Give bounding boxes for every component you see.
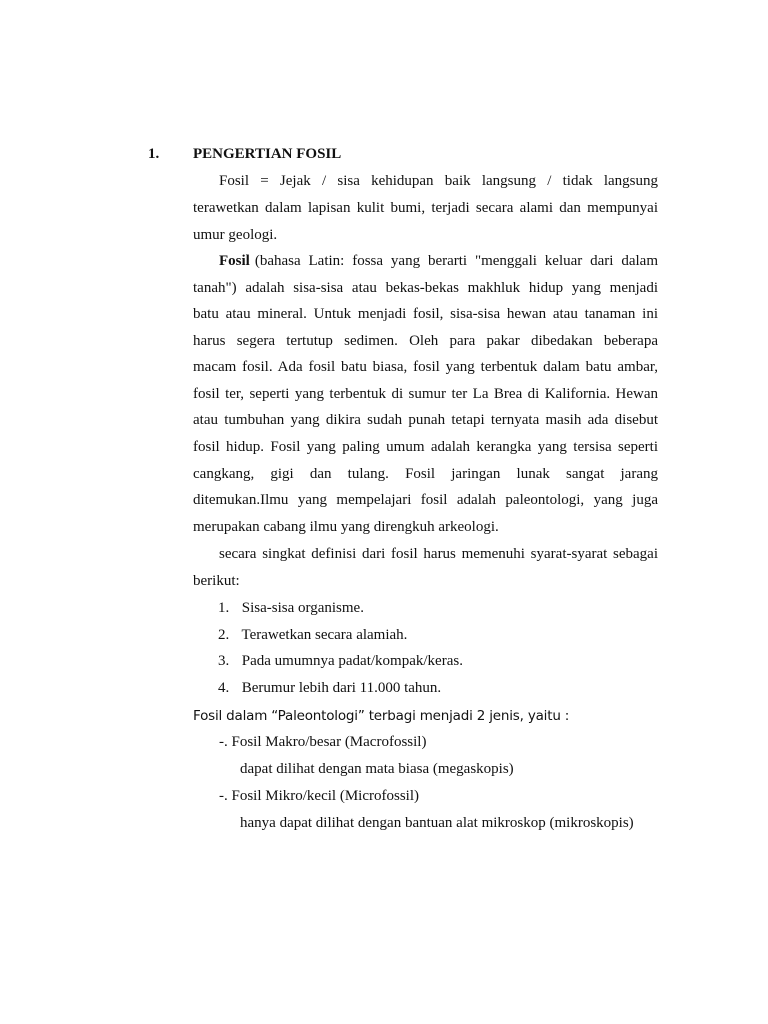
- fossil-type-description: dapat dilihat dengan mata biasa (megaskopis): [240, 761, 514, 777]
- list-item-number: 1.: [218, 600, 230, 616]
- fossil-type-label: -. Fosil Makro/besar (Macrofossil): [219, 734, 427, 750]
- paragraph-line: atau tumbuhan yang dikira sudah punah tetapi ternyata masih ada disebut: [193, 412, 658, 428]
- paragraph-line-rest: (bahasa Latin: fossa yang berarti "menggali keluar dari dalam: [254, 253, 658, 269]
- paragraph-line: macam fosil. Ada fosil batu biasa, fosil yang terbentuk dalam batu ambar,: [193, 359, 658, 375]
- list-item: [218, 680, 441, 697]
- paragraph-line: merupakan cabang ilmu yang direngkuh arkeologi.: [193, 519, 499, 535]
- section-heading: [148, 146, 342, 163]
- paragraph-line: tanah") adalah sisa-sisa atau bekas-bekas makhluk hidup yang menjadi: [193, 280, 658, 296]
- paragraph-line: secara singkat definisi dari fosil harus memenuhi syarat-syarat sebagai: [219, 546, 658, 562]
- section-number: 1.: [148, 146, 160, 162]
- paragraph-line: harus segera tertutup sedimen. Oleh para pakar dibedakan beberapa: [193, 333, 658, 349]
- list-item: [218, 600, 364, 617]
- list-item-number: 2.: [218, 627, 230, 643]
- paragraph-line: fosil ter, seperti yang terbentuk di sumur ter La Brea di Kalifornia. Hewan: [193, 386, 658, 402]
- fossil-type-label: -. Fosil Mikro/kecil (Microfossil): [219, 788, 419, 804]
- list-item-text: Sisa-sisa organisme.: [241, 600, 364, 616]
- list-item-text: Pada umumnya padat/kompak/keras.: [241, 653, 463, 669]
- paragraph-line: Fosil = Jejak / sisa kehidupan baik langsung / tidak langsung: [219, 173, 658, 189]
- fossil-type-description: hanya dapat dilihat dengan bantuan alat mikroskop (mikroskopis): [240, 815, 634, 831]
- paragraph-line: fosil hidup. Fosil yang paling umum adalah kerangka yang tersisa seperti: [193, 439, 658, 455]
- section-title: PENGERTIAN FOSIL: [193, 146, 342, 162]
- paragraph-line: berikut:: [193, 573, 240, 589]
- paragraph-line: batu atau mineral. Untuk menjadi fosil, sisa-sisa hewan atau tanaman ini: [193, 306, 658, 322]
- list-item-text: Terawetkan secara alamiah.: [241, 627, 408, 643]
- paragraph-line: ditemukan.Ilmu yang mempelajari fosil adalah paleontologi, yang juga: [193, 492, 658, 508]
- bold-term: Fosil: [219, 253, 250, 269]
- paragraph-line: umur geologi.: [193, 227, 278, 243]
- list-item: [218, 627, 407, 644]
- list-item-number: 3.: [218, 653, 230, 669]
- list-item-text: Berumur lebih dari 11.000 tahun.: [241, 680, 442, 696]
- paragraph-line: terawetkan dalam lapisan kulit bumi, terjadi secara alami dan mempunyai: [193, 200, 658, 216]
- paragraph-line: [219, 253, 658, 270]
- list-item: [218, 653, 463, 670]
- types-intro: Fosil dalam “Paleontologi” terbagi menjadi 2 jenis, yaitu :: [193, 708, 570, 724]
- paragraph-line: cangkang, gigi dan tulang. Fosil jaringan lunak sangat jarang: [193, 466, 658, 482]
- list-item-number: 4.: [218, 680, 230, 696]
